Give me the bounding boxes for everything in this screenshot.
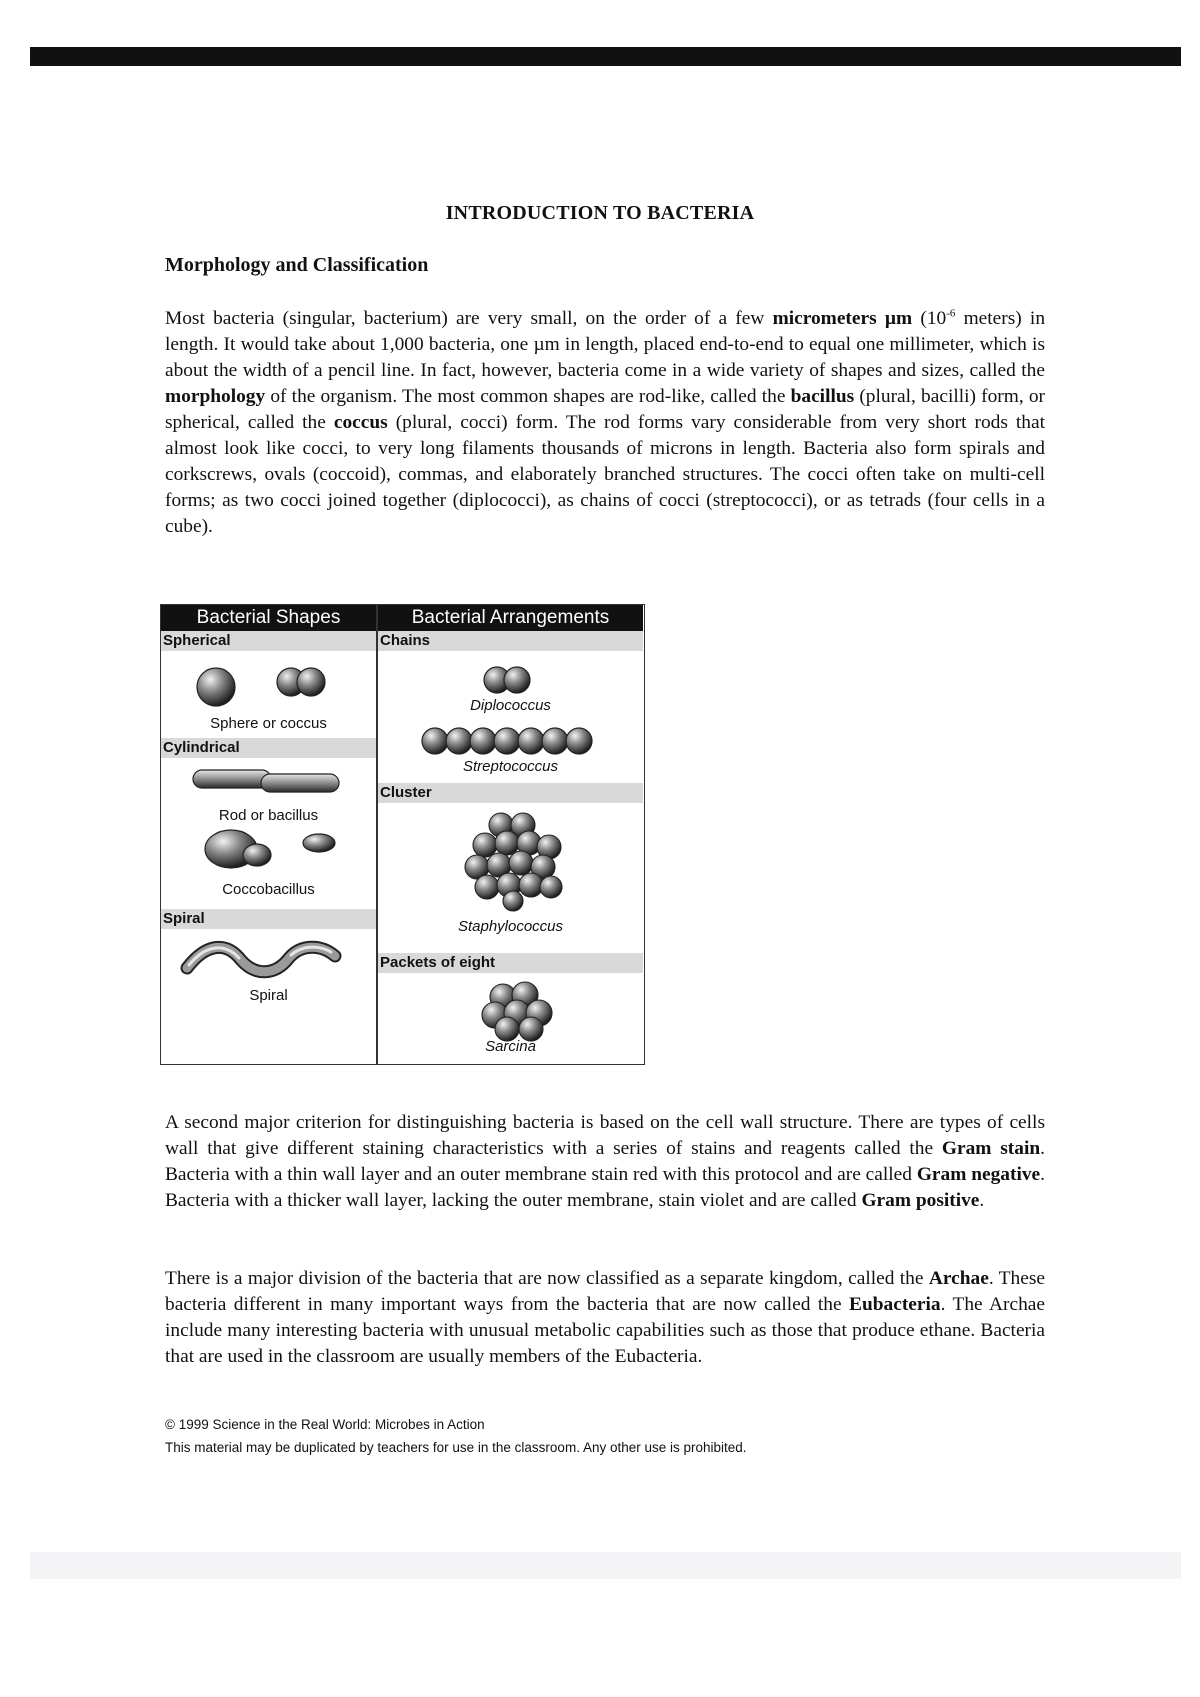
header-bacterial-arrangements: Bacterial Arrangements [378,605,643,631]
page-title: INTRODUCTION TO BACTERIA [445,202,755,224]
rod-bacillus-icon [191,766,341,796]
band-packets-of-eight: Packets of eight [378,953,643,973]
streptococcus-icon [419,725,609,757]
bottom-band [30,1552,1181,1579]
caption-sarcina: Sarcina [485,1038,536,1055]
footer-notice: This material may be duplicated by teachers for use in the classroom. Any other use is prohibited. [165,1440,747,1455]
caption-streptococcus: Streptococcus [462,758,559,775]
band-spiral: Spiral [161,909,376,929]
footer-copyright: © 1999 Science in the Real World: Microbes in Action [165,1417,485,1432]
section-heading: Morphology and Classification [165,254,429,276]
caption-spiral: Spiral [249,987,288,1004]
diplococcus-icon [481,665,541,695]
paragraph-morphology: Most bacteria (singular, bacterium) are very small, on the order of a few micrometers µm ($10^{-6}$ meters) in length. It would take about 1,000 bacteria, one µm in length, placed end-to-end to equal one millimeter, which is about the width of a pencil line. In fact, however, bacteria come in a wide variety of shapes and sizes, called the morphology of the organism. The most common shapes are rod-like, called the bacillus (plural, bacilli) form, or spherical, called the coccus (plural, cocci) form. The rod forms vary considerable from very short rods that almost look like cocci, to very long filaments thousands of microns in length. Bacteria also form spirals and corkscrews, ovals (coccoid), commas, and elaborately branched structures. The cocci often take on multi-cell forms; as two cocci joined together (diplococci), as chains of cocci (streptococci), or as tetrads (four cells in a cube). [165,307,1046,537]
sarcina-icon [481,981,561,1041]
caption-rod-bacillus: Rod or bacillus [218,807,319,824]
figure-divider [376,605,378,1064]
coccobacillus-icon [201,827,341,873]
top-rule [30,47,1181,66]
spiral-bacterium-icon [181,940,341,980]
caption-diplococcus: Diplococcus [470,697,551,714]
paragraph-gram-stain: A second major criterion for distinguishing bacteria is based on the cell wall structure. There are types of cells wall that give different staining characteristics with a series of stains and reagents called the Gram stain. Bacteria with a thin wall layer and an outer membrane stain red with this protocol and are called Gram negative. Bacteria with a thicker wall layer, lacking the outer membrane, stain violet and are called Gram positive. [165,1112,1046,1211]
band-spherical: Spherical [161,631,376,651]
paragraph-archae: There is a major division of the bacteria that are now classified as a separate kingdom, called the Archae. These bacteria different in many important ways from the bacteria that are now called the Eubacteria. The Archae include many interesting bacteria with unusual metabolic capabilities such as those that produce ethane. Bacteria that are used in the classroom are usually members of the Eubacteria. [165,1268,1045,1367]
band-cylindrical: Cylindrical [161,738,376,758]
header-bacterial-shapes: Bacterial Shapes [161,605,376,631]
band-cluster: Cluster [378,783,643,803]
bacteria-shapes-figure [160,604,645,1065]
caption-sphere-coccus: Sphere or coccus [210,715,327,732]
caption-staphylococcus: Staphylococcus [457,918,564,935]
caption-coccobacillus: Coccobacillus [222,881,315,898]
band-chains: Chains [378,631,643,651]
staphylococcus-icon [461,811,571,911]
sphere-coccus-icon [196,665,336,709]
